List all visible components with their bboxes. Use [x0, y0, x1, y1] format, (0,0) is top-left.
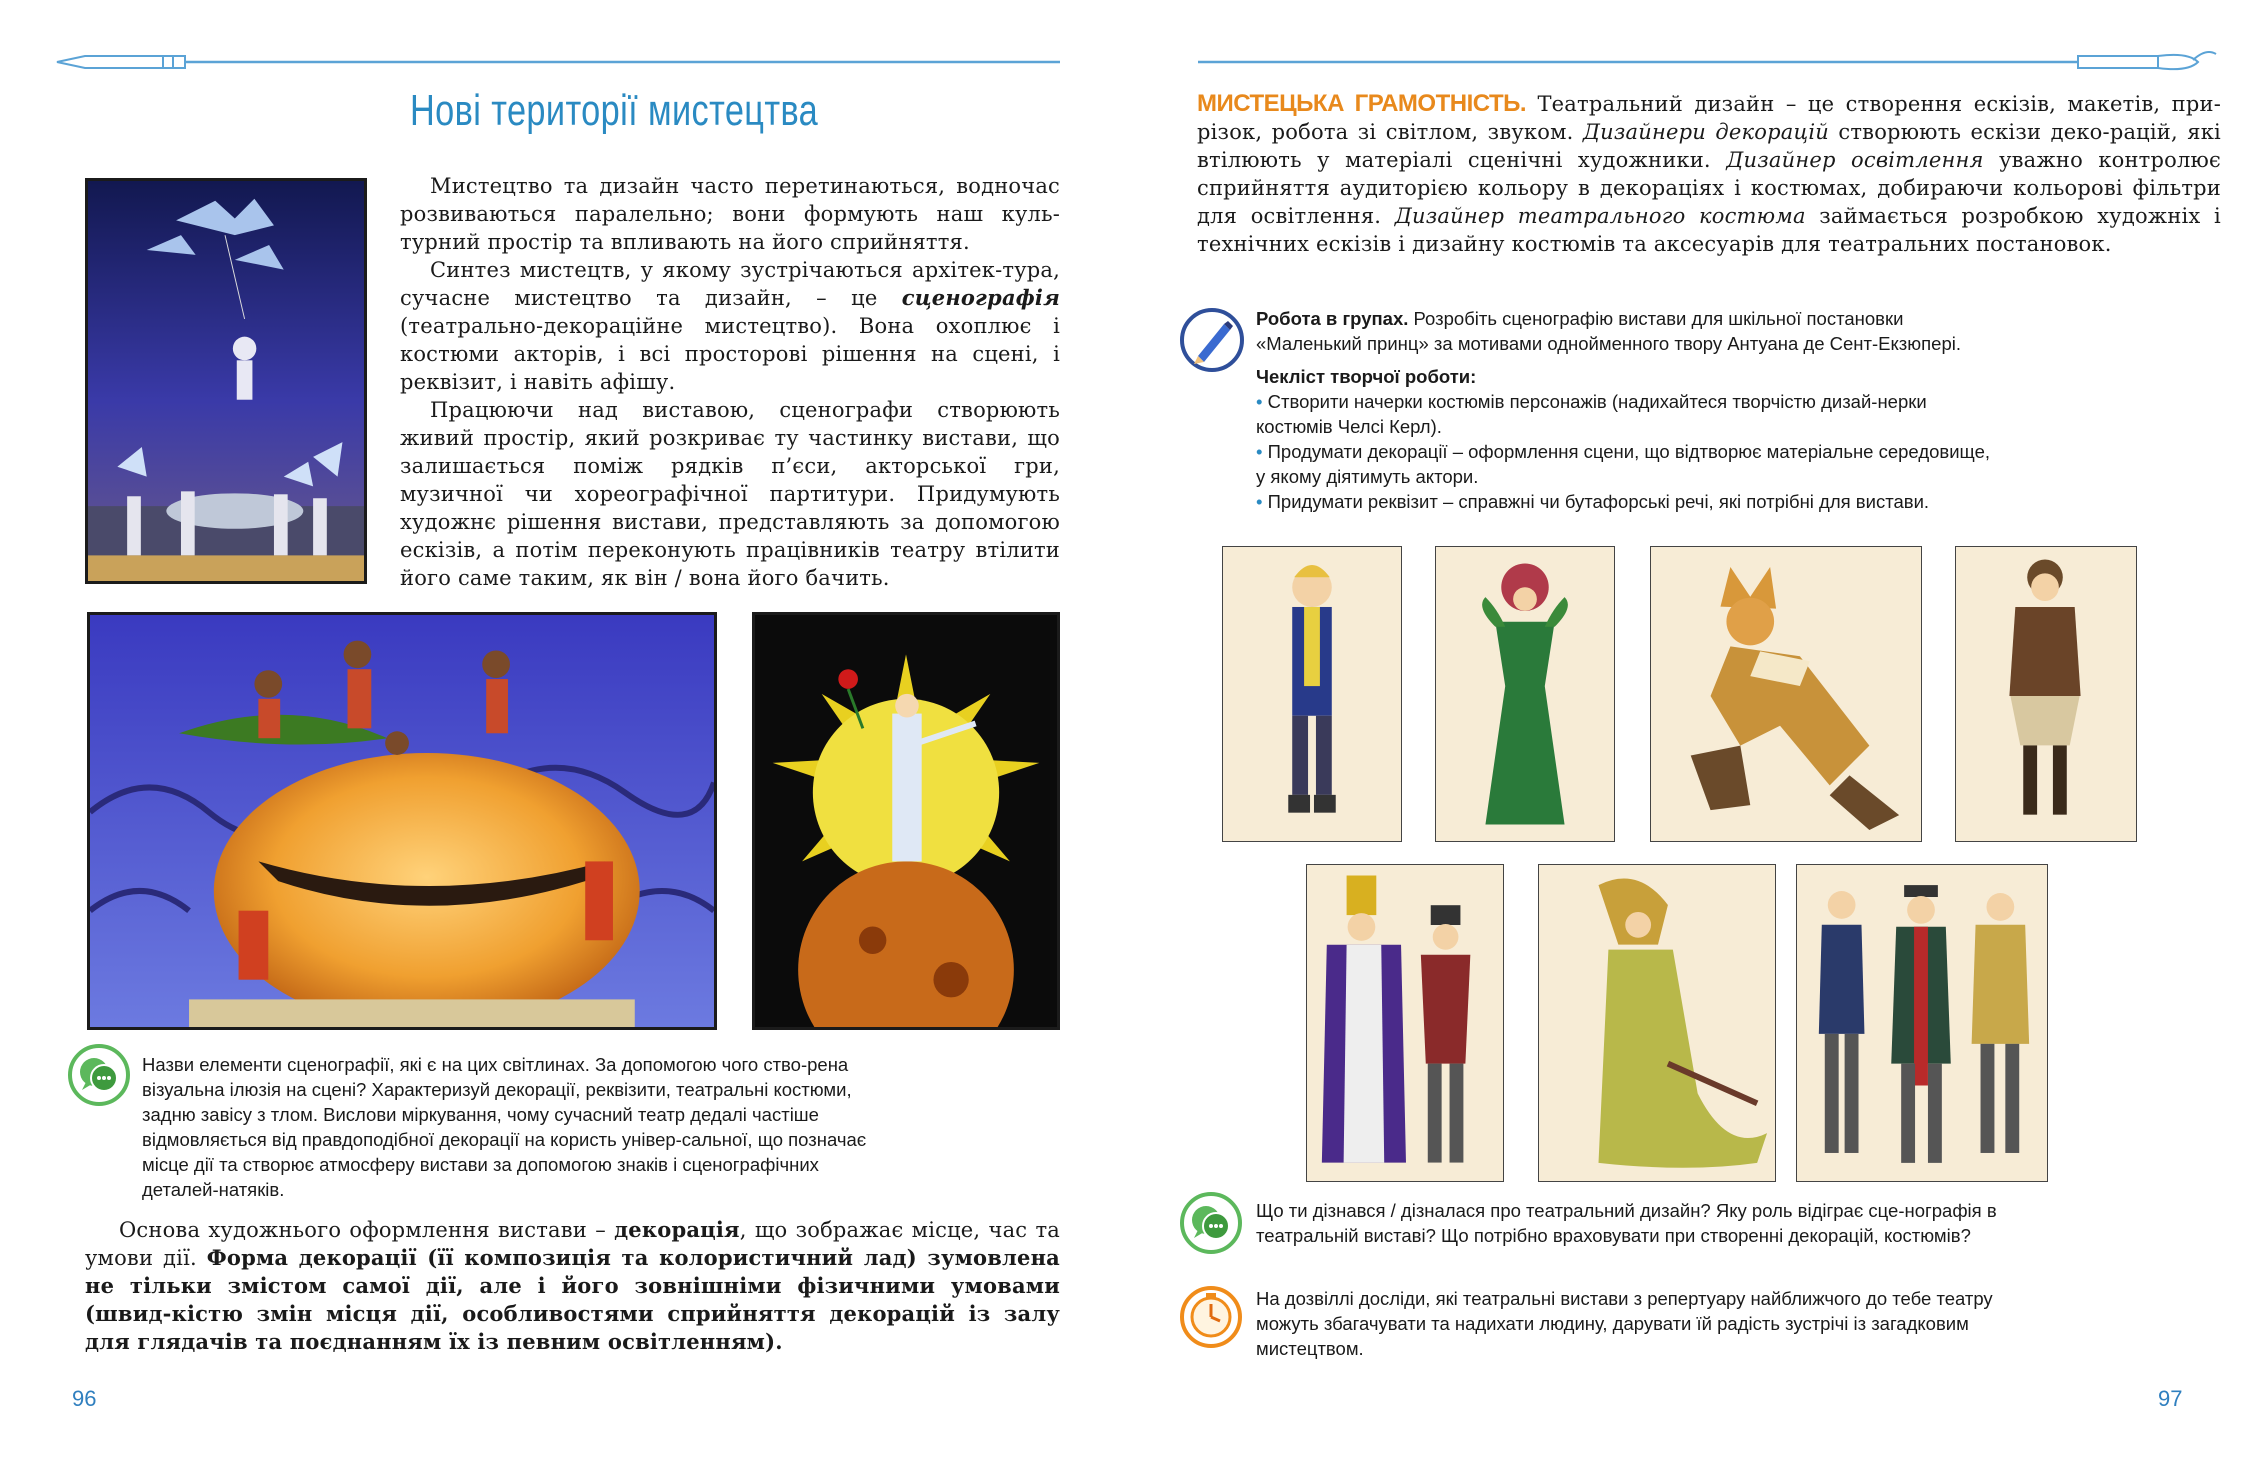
costume-sketch-fox	[1650, 546, 1922, 842]
group-work-text: Розробіть сценографію вистави для шкільної постановки «Маленький принц» за мотивами однойменного твору Антуана де Сент-Екзюпері.	[1256, 308, 1961, 354]
chat-bubbles-icon	[68, 1044, 130, 1106]
costume-sketch-snake	[1538, 864, 1776, 1182]
intro-paragraph-1: Мистецтво та дизайн часто перетинаються, водночас розвиваються паралельно; вони формують наш куль-турний простір та впливають на його сприйняття.	[400, 174, 1060, 254]
intro-text	[400, 172, 1060, 592]
page-title: Нові території мистецтва	[410, 86, 819, 135]
costume-sketch-three-men	[1796, 864, 2048, 1182]
question-text: Що ти дізнався / дізналася про театральний дизайн? Яку роль відіграє сце-нографія в театральній виставі? Що потрібно враховувати при створенні декорацій, костюмів?	[1256, 1200, 1997, 1246]
leisure-text: На дозвіллі досліди, які театральні вистави з репертуару найближчого до тебе театру можуть збагачувати та надихати людину, дарувати їй радість зустрічі із загадковим мистецтвом.	[1256, 1288, 1993, 1359]
costume-sketch-king-and-businessman	[1306, 864, 1504, 1182]
costume-sketch-rose	[1435, 546, 1615, 842]
intro-paragraph-3: Працюючи над виставою, сценографи створюють живий простір, який розкриває ту частинку вистави, що залишається поміж рядків п’єси, акторської гри, музичної чи хореографічної партитури. Придумують художнє рішення вистави, представляють за допомогою ескізів, а потім переконують працівників театру втілити його саме таким, як він / вона його бачить.	[400, 398, 1060, 590]
checklist-item: • Придумати реквізит – справжні чи бутафорські речі, які потрібні для вистави.	[1256, 491, 1930, 512]
right-header-decoration	[1198, 46, 2218, 76]
page-number-left: 96	[72, 1386, 97, 1411]
group-work-label: Робота в групах.	[1256, 308, 1409, 329]
pencil-icon	[1180, 308, 1244, 372]
checklist-title: Чекліст творчої роботи:	[1256, 366, 1477, 387]
checklist-item: • Продумати декорації – оформлення сцени, що відтворює матеріальне середовище, у якому діятимуть актори.	[1256, 441, 1991, 487]
checklist-item: • Створити начерки костюмів персонажів (надихайтеся творчістю дизай-нерки костюмів Челсі Керл).	[1256, 391, 1927, 437]
costume-sketch-prince	[1222, 546, 1402, 842]
art-literacy-block: МИСТЕЦЬКА ГРАМОТНІСТЬ. Театральний дизайн – це створення ескізів, макетів, при-різок, робота зі світлом, звуком. Дизайнери декорацій створюють ескізи деко-рацій, які втілюють у матеріалі сценічні художники. Дизайнер освітлення уважно контролює сприйняття аудиторією кольору в декораціях і костюмах, добираючи кольорові фільтри для освітлення. Дизайнер театрального костюма займається розробкою художніх і технічних ескізів і дизайну костюмів та аксесуарів для театральних постановок.	[1197, 90, 2221, 256]
costume-sketch-pilot	[1955, 546, 2137, 842]
term-decoration: декорація	[614, 1217, 740, 1242]
discussion-text: Назви елементи сценографії, які є на цих світлинах. За допомогою чого ство-рена візуальна ілюзія на сцені? Характеризуй декорації, реквізити, театральні костюми, задню завісу з тлом. Вислови міркування, чому сучасний театр дедалі частіше відмовляється від правдоподібної декорації на користь універ-сальної, що позначає місце дії та створює атмосферу вистави за допомогою знаків і сценографічних деталей-натяків.	[142, 1054, 867, 1200]
clock-icon	[1180, 1286, 1242, 1348]
stage-photo-peach	[87, 612, 717, 1030]
group-work	[1256, 306, 1996, 514]
term-scenography: сценографія	[901, 285, 1060, 310]
left-header-decoration	[55, 52, 1060, 72]
chat-bubbles-icon	[1180, 1192, 1242, 1254]
page-number-right: 97	[2158, 1386, 2183, 1411]
intro-paragraph-2: Синтез мистецтв, у якому зустрічаються архітек-тура, сучасне мистецтво та дизайн, – це сценографія (театрально-декораційне мистецтво). Вона охоплює і костюми акторів, і всі просторові рішення на сцені, і реквізит, і навіть афішу.	[400, 258, 1060, 394]
pen-icon	[55, 52, 1060, 72]
art-literacy-heading: МИСТЕЦЬКА ГРАМОТНІСТЬ.	[1197, 90, 1527, 117]
stage-photo-birds	[85, 178, 367, 584]
stage-photo-planet	[752, 612, 1060, 1030]
decoration-paragraph: Основа художнього оформлення вистави – декорація, що зображає місце, час та умови дії. Форма декорації (її композиція та колористичний лад) зумовлена не тільки змістом самої дії, але і його зовнішніми фізичними умовами (швид-кістю змін місця дії, особливостями сприйняття декорацій із залу для глядачів та поєднанням їх із певним освітленням).	[85, 1217, 1060, 1354]
brush-icon	[1198, 46, 2218, 76]
